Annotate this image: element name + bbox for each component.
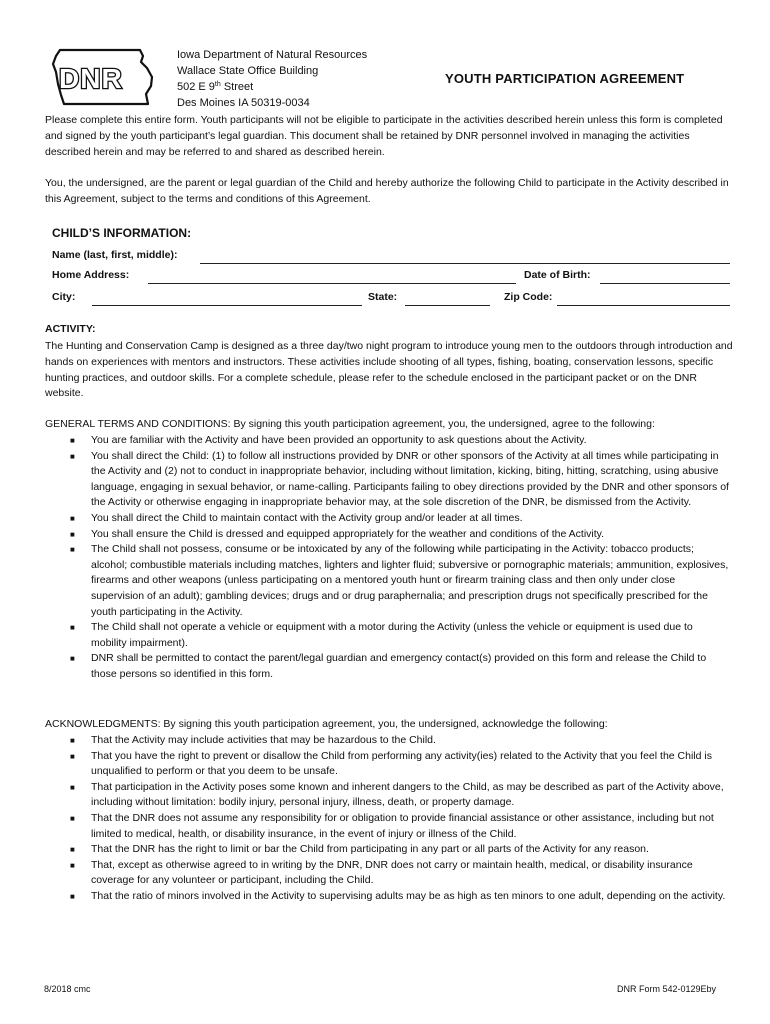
bullet-icon: ■: [70, 782, 75, 792]
acknowledgments-list: [70, 733, 731, 905]
list-item: ■ That the Activity may include activities that may be hazardous to the Child.: [91, 733, 731, 749]
city-label: City:: [52, 291, 76, 303]
city-state-zip: Des Moines IA 50319-0034: [177, 97, 310, 109]
bullet-icon: ■: [70, 751, 75, 761]
bullet-icon: ■: [70, 513, 75, 523]
list-item: ■ That the DNR does not assume any responsibility for or obligation to provide financial assistance or other assistance, including but not limited to medical, health, or disability insurance, in the event of injury or illness of the Child.: [70, 811, 714, 840]
home-address-label: Home Address:: [52, 269, 130, 281]
list-item: ■ The Child shall not possess, consume or be intoxicated by any of the following while participating in the Activity: tobacco products; alcohol; combustible materials including matches, lighters and lighter fluid; subversive or pornographic materials; ammunition, explosives, firearms and other weapons (unless participating on a mentored youth hunt or firearm training class and then only under close supervision of an adult); gambling devices; drugs and or drug paraphernalia; and prescription drugs not specifically prescribed for the youth participating in the Activity.: [70, 543, 729, 618]
bullet-icon: ■: [70, 451, 75, 461]
activity-heading: ACTIVITY:: [45, 323, 96, 335]
home-address-field[interactable]: [148, 283, 516, 284]
child-info-heading: CHILD’S INFORMATION:: [52, 226, 192, 240]
logo-lettering: DNR: [59, 63, 123, 94]
activity-description: The Hunting and Conservation Camp is designed as a three day/two night program to introduce young men to the outdoors through introduction and hands on experiences with mentors and instructors. These activities include shooting of all types, fishing, boating, conservation lessons, specific hunting practices, and outdoor skills. For a complete schedule, please refer to the schedule enclosed in the participant packet or on the DNR website.: [45, 340, 733, 400]
zip-field[interactable]: [557, 305, 730, 306]
dob-field[interactable]: [600, 283, 730, 284]
list-item: ■ That the DNR has the right to limit or bar the Child from participating in any part or all parts of the Activity for any reason.: [91, 842, 731, 858]
city-field[interactable]: [92, 305, 362, 306]
bullet-icon: ■: [70, 736, 75, 745]
bullet-icon: ■: [70, 623, 75, 633]
name-label: Name (last, first, middle):: [52, 249, 178, 261]
state-field[interactable]: [405, 305, 490, 306]
bullet-icon: ■: [70, 654, 75, 664]
building-name: Wallace State Office Building: [177, 65, 319, 77]
bullet-icon: ■: [70, 813, 75, 823]
home-address-row: [52, 269, 732, 285]
street-address: 502 E 9th Street: [177, 81, 254, 93]
authorization-paragraph: You, the undersigned, are the parent or legal guardian of the Child and hereby authorize the following Child to participate in the Activity described in this Agreement, subject to the terms and conditions of this Agreement.: [45, 177, 729, 205]
bullet-icon: ■: [70, 845, 75, 855]
city-row: [52, 291, 732, 307]
footer-date: 8/2018 cmc: [44, 984, 91, 994]
list-item: ■ You are familiar with the Activity and have been provided an opportunity to ask questions about the Activity.: [91, 433, 731, 449]
bullet-icon: ■: [70, 891, 75, 901]
list-item: ■ The Child shall not operate a vehicle or equipment with a motor during the Activity (unless the vehicle or equipment is used due to mobility impairment).: [70, 621, 693, 649]
general-terms-list: [70, 433, 731, 683]
list-item: ■ You shall ensure the Child is dressed and equipped appropriately for the weather and conditions of the Activity.: [91, 527, 731, 543]
document-title: YOUTH PARTICIPATION AGREEMENT: [445, 71, 685, 86]
list-item: ■ That participation in the Activity poses some known and inherent dangers to the Child, as may be described as part of the Activity above, including without limitation: bodily injury, personal injury, illness, death, or property damage.: [70, 780, 724, 809]
list-item: ■ That the ratio of minors involved in the Activity to supervising adults may be as high as ten minors to one adult, depending on the activity.: [91, 889, 731, 905]
bullet-icon: ■: [70, 436, 75, 445]
list-item: ■ That you have the right to prevent or disallow the Child from performing any activity(ies) related to the Activity that you feel the Child is unqualified to perform or that you deem to be unsafe.: [70, 749, 712, 778]
dnr-logo: [48, 44, 158, 110]
dob-label: Date of Birth:: [524, 269, 591, 281]
list-item: ■ You shall direct the Child to maintain contact with the Activity group and/or leader at all times.: [91, 511, 731, 527]
bullet-icon: ■: [70, 529, 75, 539]
acknowledgments-heading: ACKNOWLEDGMENTS: By signing this youth participation agreement, you, the undersigned, acknowledge the following:: [45, 718, 608, 730]
bullet-icon: ■: [70, 860, 75, 870]
intro-paragraph: Please complete this entire form. Youth participants will not be eligible to participate in the activities described herein unless this form is completed and signed by the youth participant’s legal guardian. This document shall be retained by DNR personnel involved in managing the activities described herein and may be referred to and shared as described herein.: [45, 114, 723, 158]
name-field[interactable]: [200, 263, 730, 264]
general-terms-heading: GENERAL TERMS AND CONDITIONS: By signing this youth participation agreement, you, the undersigned, agree to the following:: [45, 418, 655, 430]
state-label: State:: [368, 291, 398, 303]
agency-address: [177, 47, 367, 111]
list-item: ■ DNR shall be permitted to contact the parent/legal guardian and emergency contact(s) provided on this form and release the Child to those persons so identified in this form.: [70, 652, 707, 680]
bullet-icon: ■: [70, 545, 75, 555]
name-row: [52, 249, 732, 265]
list-item: ■ That, except as otherwise agreed to in writing by the DNR, DNR does not carry or maintain health, medical, or disability insurance coverage for any volunteer or participant, including the Child.: [70, 858, 693, 887]
footer-form-number: DNR Form 542-0129Eby: [617, 984, 717, 994]
zip-label: Zip Code:: [504, 291, 553, 303]
org-name: Iowa Department of Natural Resources: [177, 49, 368, 61]
list-item: ■ You shall direct the Child: (1) to follow all instructions provided by DNR or other sponsors of the Activity at all times while participating in the Activity and (2) not to conduct in inappropriate behavior, including without limitation, kicking, biting, hitting, scratching, using abusive language, engaging in sexual behavior, or name-calling. Participants failing to obey directions provided by the DNR and other sponsors of the Activity or otherwise engaging in inappropriate behavior may, at the sole discretion of the DNR, be dismissed from the Activity.: [70, 449, 729, 509]
